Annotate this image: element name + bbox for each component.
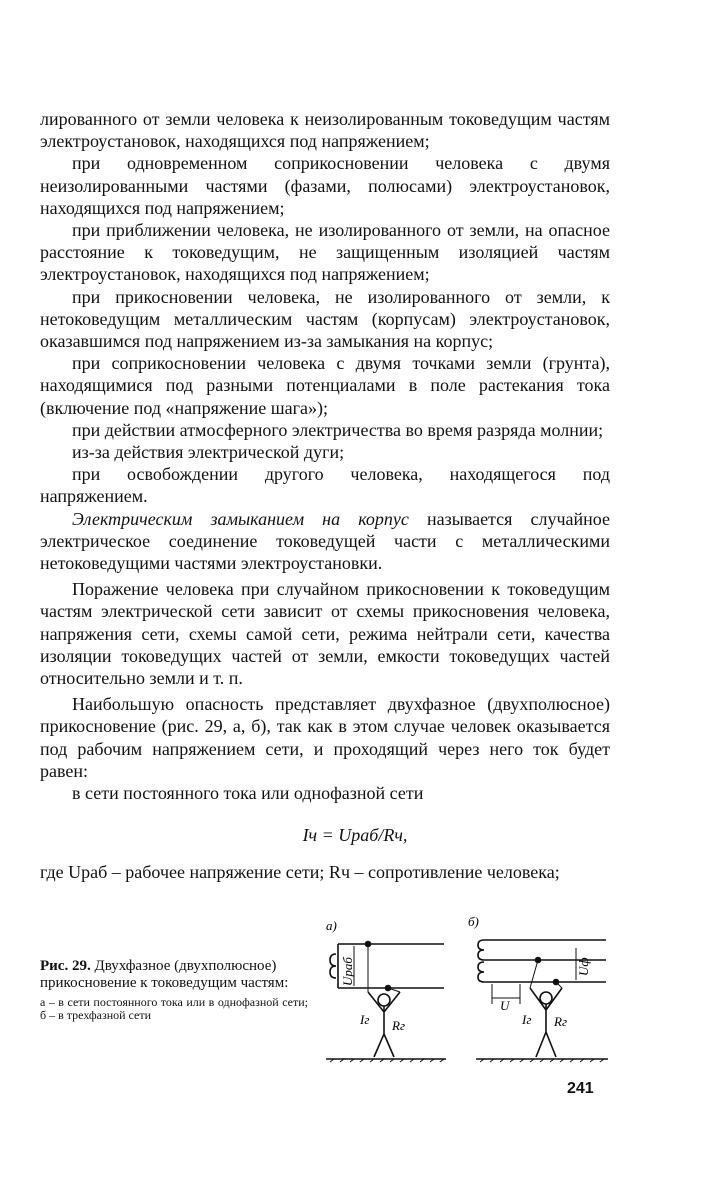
label-i-a: Iг	[360, 1012, 370, 1027]
label-i-b: Iг	[522, 1012, 532, 1027]
figure-caption	[40, 958, 308, 1022]
where-line: где Uраб – рабочее напряжение сети; Rч – сопротивление человека;	[40, 861, 560, 882]
caption-title: Двухфазное (двухполюсное) прикосновение к токоведущим частям:	[40, 958, 289, 991]
label-u: U	[500, 998, 510, 1013]
person-head-b	[540, 992, 552, 1004]
list-item: из-за действия электрической дуги;	[72, 442, 345, 463]
list-item: при прикосновении человека, не изолированного от земли, к нетоковедущим металлическим частям (корпусам) электроустановок, оказавшимся под напряжением из-за замыкания на корпус;	[40, 286, 610, 352]
label-u-f: Uф	[576, 957, 591, 976]
label-a: а)	[326, 918, 337, 933]
definition-paragraph	[40, 508, 610, 575]
source-coil-a	[330, 954, 336, 978]
lesion-paragraph: Поражение человека при случайном прикосновении к токоведущим частям электрической сети зависит от схемы прикосновения человека, напряжения сети, схемы самой сети, режима нейтрали сети, качества изоляции токоведущих частей от земли, емкости токоведущих частей относительно земли и т. п.	[40, 579, 610, 689]
label-b: б)	[468, 914, 479, 929]
label-r-a: Rг	[392, 1018, 406, 1033]
danger-paragraph: Наибольшую опасность представляет двухфазное (двухполюсное) прикосновение (рис. 29, а, б), так как в этом случае человек оказывается под рабочим напряжением сети, и проходящий через него ток будет равен:	[40, 694, 610, 781]
person-head-a	[378, 994, 390, 1006]
page-number: 241	[567, 1080, 594, 1097]
list-item: при приближении человека, не изолированного от земли, на опасное расстояние к токоведущим, не защищенным изоляцией частям электроустановок, находящихся под напряжением;	[40, 220, 610, 285]
paragraph: лированного от земли человека к неизолированным токоведущим частям электроустановок, находящихся под напряжением;	[40, 109, 610, 152]
label-u-rab: Uраб	[340, 957, 355, 986]
list-item: при одновременном соприкосновении человека с двумя неизолированными частями (фазами, полюсами) электроустановок, находящихся под напряжением;	[40, 153, 610, 218]
caption-label: Рис. 29.	[40, 958, 91, 974]
caption-note: а – в сети постоянного тока или в однофазной сети; б – в трехфазной сети	[40, 995, 308, 1022]
label-r-b: Rг	[554, 1014, 568, 1029]
formula: Iч = Uраб/Rч,	[302, 825, 408, 846]
definition-term: Электрическим замыканием на корпус	[72, 508, 409, 529]
body-text	[40, 108, 610, 883]
dc-line: в сети постоянного тока или однофазной сети	[72, 783, 424, 804]
list-item: при освобождении другого человека, находящегося под напряжением.	[40, 464, 610, 507]
list-item: при соприкосновении человека с двумя точками земли (грунта), находящимися под разными потенциалами в поле растекания тока (включение под «напряжение шага»);	[40, 353, 610, 418]
two-phase-touch-figure	[316, 912, 616, 1070]
list-item: при действии атмосферного электричества во время разряда молнии;	[72, 419, 604, 440]
definition-rest: называется случайное электрическое соединение токоведущей части с металлическими нетоковедущими частями электроустановки.	[40, 508, 610, 574]
